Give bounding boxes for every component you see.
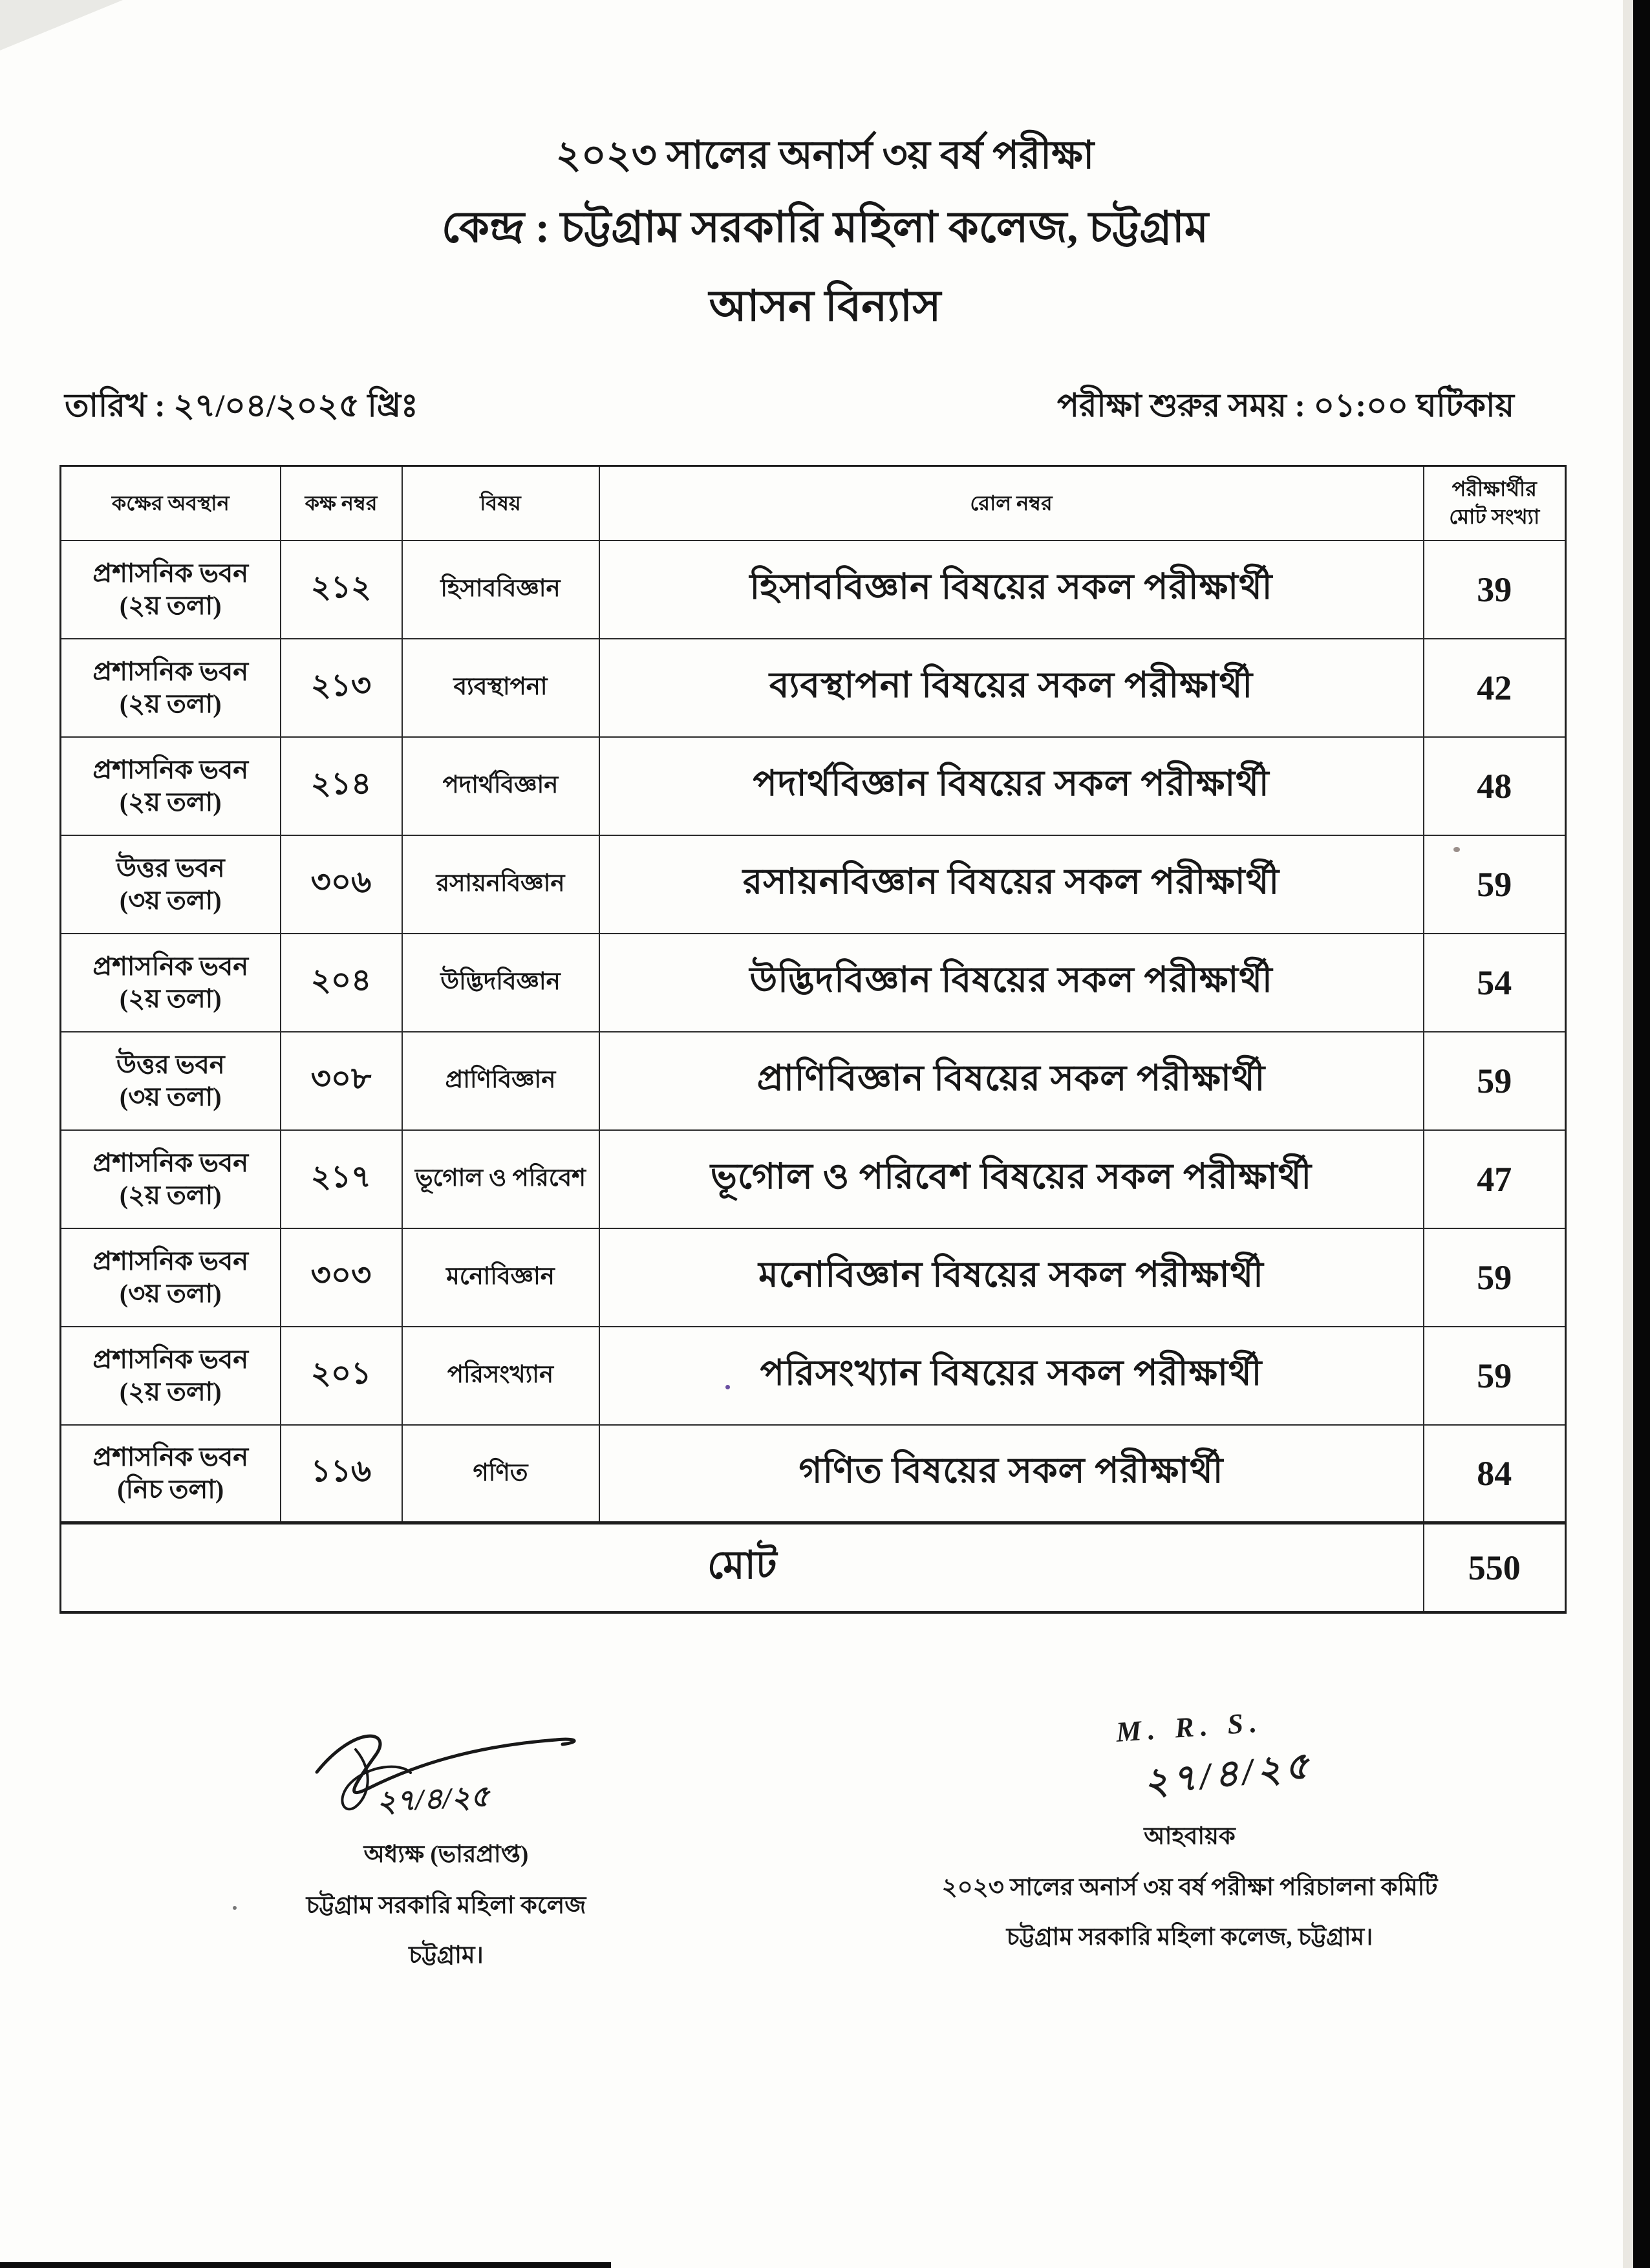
exam-date-label: তারিখ : ২৭/০৪/২০২৫ খ্রিঃ (65, 387, 418, 423)
exam-title: ২০২৩ সালের অনার্স ৩য় বর্ষ পরীক্ষা (555, 134, 1095, 177)
room-location-cell: প্রশাসনিক ভবন (২য় তলা) (61, 934, 281, 1032)
roll-range-cell: হিসাববিজ্ঞান বিষয়ের সকল পরীক্ষার্থী (599, 540, 1424, 639)
examinee-count-cell: 59 (1424, 1032, 1566, 1130)
subject-cell: পদার্থবিজ্ঞান (402, 737, 599, 835)
scan-speck (1453, 847, 1460, 852)
room-location-cell: উত্তর ভবন (৩য় তলা) (61, 1032, 281, 1130)
room-location-cell: প্রশাসনিক ভবন (নিচ তলা) (61, 1425, 281, 1523)
room-number-cell: ২১৩ (281, 639, 402, 737)
principal-college-city: চট্টগ্রাম। (409, 1942, 484, 1969)
room-location-cell: প্রশাসনিক ভবন (২য় তলা) (61, 1327, 281, 1425)
room-location-cell: প্রশাসনিক ভবন (২য় তলা) (61, 540, 281, 639)
roll-range-cell: উদ্ভিদবিজ্ঞান বিষয়ের সকল পরীক্ষার্থী (599, 934, 1424, 1032)
subject-cell: পরিসংখ্যান (402, 1327, 599, 1425)
signature-area (0, 1706, 1650, 2008)
principal-designation: অধ্যক্ষ (ভারপ্রাপ্ত) (363, 1841, 529, 1868)
header-subject: বিষয় (402, 466, 599, 540)
convener-designation: আহবায়ক (1144, 1823, 1236, 1850)
convener-college-name: চট্টগ্রাম সরকারি মহিলা কলেজ, চট্টগ্রাম। (1006, 1923, 1373, 1951)
subject-cell: হিসাববিজ্ঞান (402, 540, 599, 639)
examinee-count-cell: 54 (1424, 934, 1566, 1032)
principal-college-name: চট্টগ্রাম সরকারি মহিলা কলেজ (306, 1892, 586, 1919)
subject-cell: ব্যবস্থাপনা (402, 639, 599, 737)
examinee-count-cell: 42 (1424, 639, 1566, 737)
principal-signature-date: ২৭/৪/২৫ (376, 1779, 491, 1819)
table-row (61, 639, 1566, 737)
room-number-cell: ২১৭ (281, 1130, 402, 1228)
signature-block-principal (207, 1711, 685, 1976)
total-count: 550 (1424, 1523, 1566, 1612)
table-row (61, 1130, 1566, 1228)
subject-cell: ভূগোল ও পরিবেশ (402, 1130, 599, 1228)
room-number-cell: ২১৪ (281, 737, 402, 835)
seat-plan-title: আসন বিন্যাস (709, 283, 941, 330)
room-number-cell: ৩০৬ (281, 835, 402, 934)
table-row (61, 934, 1566, 1032)
table-header-row (61, 466, 1566, 540)
table-row (61, 540, 1566, 639)
convener-committee-name: ২০২৩ সালের অনার্স ৩য় বর্ষ পরীক্ষা পরিচালনা কমিটি (941, 1874, 1438, 1901)
room-location-cell: উত্তর ভবন (৩য় তলা) (61, 835, 281, 934)
room-number-cell: ২১২ (281, 540, 402, 639)
convener-signature-date: ২৭/৪/২৫ (1141, 1743, 1315, 1804)
total-row (61, 1523, 1566, 1612)
subject-cell: প্রাণিবিজ্ঞান (402, 1032, 599, 1130)
examinee-count-cell: 48 (1424, 737, 1566, 835)
meta-row (65, 381, 1514, 435)
roll-range-cell: ভূগোল ও পরিবেশ বিষয়ের সকল পরীক্ষার্থী (599, 1130, 1424, 1228)
header-room-location: কক্ষের অবস্থান (61, 466, 281, 540)
room-number-cell: ১১৬ (281, 1425, 402, 1523)
room-location-cell: প্রশাসনিক ভবন (২য় তলা) (61, 639, 281, 737)
roll-range-cell: মনোবিজ্ঞান বিষয়ের সকল পরীক্ষার্থী (599, 1228, 1424, 1327)
subject-cell: রসায়নবিজ্ঞান (402, 835, 599, 934)
roll-range-cell: প্রাণিবিজ্ঞান বিষয়ের সকল পরীক্ষার্থী (599, 1032, 1424, 1130)
table-row (61, 1425, 1566, 1523)
convener-signature-initials: M. R. S. (1115, 1706, 1265, 1748)
roll-range-cell: পরিসংখ্যান বিষয়ের সকল পরীক্ষার্থী (599, 1327, 1424, 1425)
header-room-number: কক্ষ নম্বর (281, 466, 402, 540)
scan-speck (725, 1385, 730, 1389)
examinee-count-cell: 59 (1424, 1327, 1566, 1425)
table-row (61, 1228, 1566, 1327)
exam-start-time-label: পরীক্ষা শুরুর সময় : ০১:০০ ঘটিকায় (1056, 387, 1514, 423)
subject-cell: মনোবিজ্ঞান (402, 1228, 599, 1327)
total-label: মোট (61, 1523, 1424, 1612)
room-location-cell: প্রশাসনিক ভবন (২য় তলা) (61, 737, 281, 835)
examinee-count-cell: 59 (1424, 1228, 1566, 1327)
roll-range-cell: রসায়নবিজ্ঞান বিষয়ের সকল পরীক্ষার্থী (599, 835, 1424, 934)
header-roll-number: রোল নম্বর (599, 466, 1424, 540)
seating-table (59, 465, 1567, 1614)
center-title: কেন্দ্র : চট্টগ্রাম সরকারি মহিলা কলেজ, চট্টগ্রাম (441, 204, 1209, 251)
subject-cell: গণিত (402, 1425, 599, 1523)
room-number-cell: ২০১ (281, 1327, 402, 1425)
roll-range-cell: গণিত বিষয়ের সকল পরীক্ষার্থী (599, 1425, 1424, 1523)
scan-edge-bottom (0, 2262, 611, 2268)
room-location-cell: প্রশাসনিক ভবন (২য় তলা) (61, 1130, 281, 1228)
document-header (0, 0, 1650, 335)
room-location-cell: প্রশাসনিক ভবন (৩য় তলা) (61, 1228, 281, 1327)
roll-range-cell: পদার্থবিজ্ঞান বিষয়ের সকল পরীক্ষার্থী (599, 737, 1424, 835)
table-row (61, 737, 1566, 835)
table-row (61, 835, 1566, 934)
examinee-count-cell: 59 (1424, 835, 1566, 934)
examinee-count-cell: 39 (1424, 540, 1566, 639)
signature-block-convener (866, 1706, 1513, 1958)
table-row (61, 1327, 1566, 1425)
table-row (61, 1032, 1566, 1130)
examinee-count-cell: 84 (1424, 1425, 1566, 1523)
room-number-cell: ৩০৩ (281, 1228, 402, 1327)
room-number-cell: ২০৪ (281, 934, 402, 1032)
roll-range-cell: ব্যবস্থাপনা বিষয়ের সকল পরীক্ষার্থী (599, 639, 1424, 737)
subject-cell: উদ্ভিদবিজ্ঞান (402, 934, 599, 1032)
room-number-cell: ৩০৮ (281, 1032, 402, 1130)
examinee-count-cell: 47 (1424, 1130, 1566, 1228)
header-examinee-count: পরীক্ষার্থীর মোট সংখ্যা (1424, 466, 1566, 540)
